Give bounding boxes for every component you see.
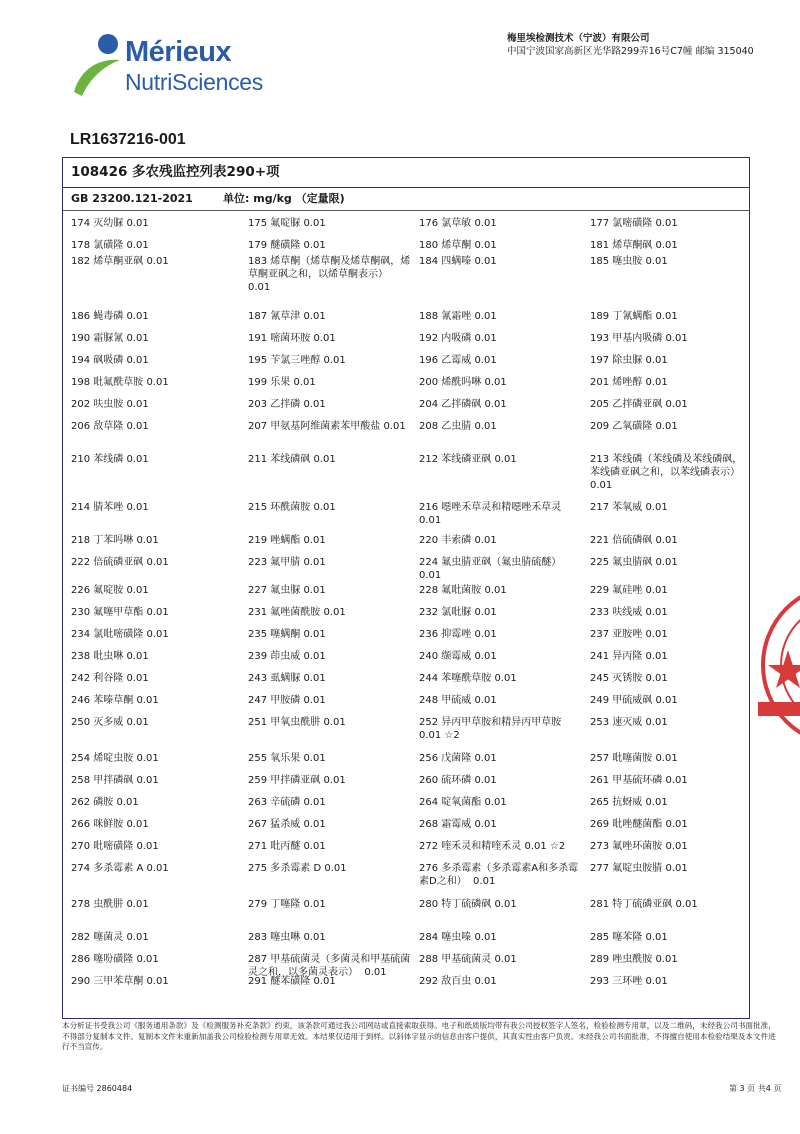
pesticide-entry: 249 甲硫威砜 0.01 [590, 695, 678, 706]
pesticide-entry: 226 氟啶胺 0.01 [71, 585, 149, 596]
pesticide-entry: 245 灭锈胺 0.01 [590, 673, 668, 684]
table-row [63, 420, 750, 453]
pesticide-entry: 224 氟虫腈亚砜（氟虫腈硫醚） 0.01 [419, 557, 568, 581]
pesticide-entry: 223 氟甲腈 0.01 [248, 557, 326, 568]
table-row [63, 255, 750, 310]
pesticide-entry: 177 氯嘧磺隆 0.01 [590, 218, 678, 229]
table-row [63, 862, 750, 898]
table-row [63, 650, 750, 672]
pesticide-entry: 262 磷胺 0.01 [71, 797, 139, 808]
pesticide-entry: 215 环酰菌胺 0.01 [248, 502, 336, 513]
pesticide-entry: 266 咪鲜胺 0.01 [71, 819, 149, 830]
pesticide-entry: 289 唑虫酰胺 0.01 [590, 954, 678, 965]
table-row [63, 453, 750, 501]
pesticide-entry: 211 苯线磷砜 0.01 [248, 454, 336, 465]
table-row [63, 628, 750, 650]
pesticide-entry: 227 氟虫脲 0.01 [248, 585, 326, 596]
pesticide-entry: 283 噻虫啉 0.01 [248, 932, 326, 943]
pesticide-entry: 192 内吸磷 0.01 [419, 333, 497, 344]
pesticide-entry: 240 缬霉威 0.01 [419, 651, 497, 662]
pesticide-entry: 259 甲拌磷亚砜 0.01 [248, 775, 346, 786]
pesticide-entry: 278 虫酰肼 0.01 [71, 899, 149, 910]
table-row [63, 398, 750, 420]
pesticide-entry: 191 嘧菌环胺 0.01 [248, 333, 336, 344]
table-row [63, 953, 750, 978]
pesticide-entry: 258 甲拌磷砜 0.01 [71, 775, 159, 786]
pesticide-entry: 204 乙拌磷砜 0.01 [419, 399, 507, 410]
pesticide-entry: 179 醚磺隆 0.01 [248, 240, 326, 251]
table-row [63, 840, 750, 862]
pesticide-entry: 282 噻菌灵 0.01 [71, 932, 149, 943]
table-row [63, 694, 750, 716]
pesticide-entry: 276 多杀霉素（多杀霉素A和多杀霉素D之和） 0.01 [419, 863, 579, 887]
table-row [63, 556, 750, 584]
pesticide-entry: 260 硫环磷 0.01 [419, 775, 497, 786]
pesticide-entry: 273 氟唑环菌胺 0.01 [590, 841, 688, 852]
table-row [63, 217, 750, 239]
table-row [63, 584, 750, 606]
pesticide-entry: 270 吡嘧磺隆 0.01 [71, 841, 159, 852]
pesticide-entry: 285 噻苯隆 0.01 [590, 932, 668, 943]
disclaimer-note: 本分析证书受我公司《服务通用条款》及《检测服务补充条款》约束，该条款可通过我公司网站或直接索取获得。电子和纸质版均带有我公司授权签字人签名，检验检测专用章，以及二维码，未经我公司书面批准，不得部分复制本文件。复制本文件未重新加盖我公司检验检测专用章无效。本结果仅适用于到样。以斜体字显示的信息由客户提供，其真实性由客户负责。未经我公司书面批准，不得擅自使用本检验结果及本文件进行不当宣传。 [62, 1021, 776, 1051]
pesticide-entry: 239 茚虫威 0.01 [248, 651, 326, 662]
pesticide-entry: 246 苯嗪草酮 0.01 [71, 695, 159, 706]
pesticide-entry: 265 抗蚜威 0.01 [590, 797, 668, 808]
pesticide-entry: 200 烯酰吗啉 0.01 [419, 377, 507, 388]
report-number: LR1637216-001 [70, 131, 186, 148]
pesticide-entry: 210 苯线磷 0.01 [71, 454, 149, 465]
pesticide-entry: 268 霜霉威 0.01 [419, 819, 497, 830]
pesticide-entry: 291 醚苯磺隆 0.01 [248, 976, 336, 987]
pesticide-entry: 188 氰霜唑 0.01 [419, 311, 497, 322]
pesticide-entry: 275 多杀霉素 D 0.01 [248, 863, 347, 874]
pesticide-entry: 280 特丁硫磷砜 0.01 [419, 899, 517, 910]
pesticide-entry: 175 氟啶脲 0.01 [248, 218, 326, 229]
pesticide-entry: 292 敌百虫 0.01 [419, 976, 497, 987]
pesticide-entry: 237 亚胺唑 0.01 [590, 629, 668, 640]
table-row [63, 376, 750, 398]
table-title: 108426 多农残监控列表290+项 [63, 158, 749, 188]
pesticide-entry: 277 氟啶虫胺腈 0.01 [590, 863, 688, 874]
pesticide-entry: 225 氟虫腈砜 0.01 [590, 557, 678, 568]
pesticide-entry: 243 虱螨脲 0.01 [248, 673, 326, 684]
pesticide-entry: 213 苯线磷（苯线磷及苯线磷砜，苯线磷亚砜之和，以苯线磷表示） 0.01 [590, 454, 747, 491]
pesticide-entry: 193 甲基内吸磷 0.01 [590, 333, 688, 344]
unit-label: 单位: mg/kg （定量限) [223, 192, 345, 205]
pesticide-entry: 264 啶氧菌酯 0.01 [419, 797, 507, 808]
certificate-number: 证书编号 2860484 [62, 1084, 133, 1093]
pesticide-entry: 235 噻螨酮 0.01 [248, 629, 326, 640]
table-row [63, 354, 750, 376]
table-row [63, 975, 750, 1019]
pesticide-entry: 290 三甲苯草酮 0.01 [71, 976, 169, 987]
logo-mark-icon [70, 30, 125, 100]
pesticide-entry: 251 甲氧虫酰肼 0.01 [248, 717, 346, 728]
pesticide-entry: 252 异丙甲草胺和精异丙甲草胺 0.01 ☆2 [419, 717, 565, 741]
pesticide-entry: 267 猛杀威 0.01 [248, 819, 326, 830]
pesticide-entry: 284 噻虫嗪 0.01 [419, 932, 497, 943]
table-row [63, 239, 750, 255]
table-row [63, 716, 750, 752]
table-row [63, 818, 750, 840]
pesticide-table [62, 157, 750, 1019]
table-row [63, 774, 750, 796]
pesticide-entry: 256 戊菌隆 0.01 [419, 753, 497, 764]
pesticide-entry: 214 腈苯唑 0.01 [71, 502, 149, 513]
pesticide-entry: 187 氰草津 0.01 [248, 311, 326, 322]
table-row [63, 310, 750, 332]
pesticide-entry: 194 砜吸磷 0.01 [71, 355, 149, 366]
pesticide-entry: 241 异丙隆 0.01 [590, 651, 668, 662]
pesticide-entry: 247 甲胺磷 0.01 [248, 695, 326, 706]
company-seal-stamp [758, 580, 800, 750]
pesticide-entry: 229 氟硅唑 0.01 [590, 585, 668, 596]
pesticide-entry: 257 吡噻菌胺 0.01 [590, 753, 678, 764]
pesticide-entry: 221 倍硫磷砜 0.01 [590, 535, 678, 546]
pesticide-entry: 190 霜脲氰 0.01 [71, 333, 149, 344]
pesticide-entry: 201 烯唑醇 0.01 [590, 377, 668, 388]
logo-text-nutrisciences: NutriSciences [125, 69, 263, 95]
pesticide-entry: 199 乐果 0.01 [248, 377, 316, 388]
table-row [63, 501, 750, 534]
page-number: 第 3 页 共4 页 [729, 1084, 782, 1093]
merieux-logo [70, 30, 280, 100]
pesticide-entry: 263 辛硫磷 0.01 [248, 797, 326, 808]
pesticide-entry: 261 甲基硫环磷 0.01 [590, 775, 688, 786]
pesticide-entry: 272 喹禾灵和精喹禾灵 0.01 ☆2 [419, 841, 566, 852]
pesticide-entry: 174 灭幼脲 0.01 [71, 218, 149, 229]
table-row [63, 606, 750, 628]
pesticide-entry: 176 氯草敏 0.01 [419, 218, 497, 229]
table-row [63, 796, 750, 818]
table-row [63, 332, 750, 354]
pesticide-entry: 250 灭多威 0.01 [71, 717, 149, 728]
pesticide-entry: 222 倍硫磷亚砜 0.01 [71, 557, 169, 568]
pesticide-entry: 218 丁苯吗啉 0.01 [71, 535, 159, 546]
company-name: 梅里埃检测技术（宁波）有限公司 [507, 33, 650, 44]
pesticide-entry: 274 多杀霉素 A 0.01 [71, 863, 169, 874]
pesticide-entry: 254 烯啶虫胺 0.01 [71, 753, 159, 764]
pesticide-entry: 183 烯草酮（烯草酮及烯草酮砜，烯草酮亚砜之和，以烯草酮表示） 0.01 [248, 256, 411, 293]
pesticide-entry: 231 氟唑菌酰胺 0.01 [248, 607, 346, 618]
pesticide-entry: 228 氟吡菌胺 0.01 [419, 585, 507, 596]
table-row [63, 898, 750, 931]
company-info [507, 32, 787, 58]
table-row [63, 931, 750, 953]
pesticide-entry: 181 烯草酮砜 0.01 [590, 240, 678, 251]
pesticide-entry: 198 吡氟酰草胺 0.01 [71, 377, 169, 388]
pesticide-entry: 233 呋线威 0.01 [590, 607, 668, 618]
pesticide-entry: 205 乙拌磷亚砜 0.01 [590, 399, 688, 410]
pesticide-entry: 269 吡唑醚菌酯 0.01 [590, 819, 688, 830]
table-row [63, 534, 750, 556]
pesticide-entry: 255 氧乐果 0.01 [248, 753, 326, 764]
pesticide-entry: 253 速灭威 0.01 [590, 717, 668, 728]
pesticide-entry: 178 氯磺隆 0.01 [71, 240, 149, 251]
pesticide-entry: 189 丁氰螨酯 0.01 [590, 311, 678, 322]
pesticide-entry: 186 蝇毒磷 0.01 [71, 311, 149, 322]
pesticide-entry: 216 噁唑禾草灵和精噁唑禾草灵 0.01 [419, 502, 565, 526]
pesticide-entry: 202 呋虫胺 0.01 [71, 399, 149, 410]
pesticide-entry: 212 苯线磷亚砜 0.01 [419, 454, 517, 465]
company-address: 中国宁波国家高新区光华路299弄16号C7幢 邮编 315040 [507, 46, 754, 57]
pesticide-entry: 206 敌草隆 0.01 [71, 421, 149, 432]
pesticide-entry: 196 乙霉威 0.01 [419, 355, 497, 366]
pesticide-entry: 197 除虫脲 0.01 [590, 355, 668, 366]
pesticide-entry: 248 甲硫威 0.01 [419, 695, 497, 706]
table-row [63, 752, 750, 774]
pesticide-entry: 185 噻虫胺 0.01 [590, 256, 668, 267]
pesticide-entry: 234 氯吡嘧磺隆 0.01 [71, 629, 169, 640]
pesticide-entry: 230 氟噻甲草酯 0.01 [71, 607, 169, 618]
pesticide-entry: 208 乙虫腈 0.01 [419, 421, 497, 432]
pesticide-entry: 279 丁噻隆 0.01 [248, 899, 326, 910]
pesticide-entry: 203 乙拌磷 0.01 [248, 399, 326, 410]
pesticide-entry: 244 苯噻酰草胺 0.01 [419, 673, 517, 684]
pesticide-entry: 288 甲基硫菌灵 0.01 [419, 954, 517, 965]
pesticide-entry: 180 烯草酮 0.01 [419, 240, 497, 251]
logo-text-merieux: Mérieux [125, 36, 232, 68]
pesticide-entry: 281 特丁硫磷亚砜 0.01 [590, 899, 698, 910]
pesticide-entry: 236 抑霉唑 0.01 [419, 629, 497, 640]
table-subheader [63, 188, 749, 211]
pesticide-entry: 207 甲氨基阿维菌素苯甲酸盐 0.01 [248, 421, 406, 432]
pesticide-entry: 271 吡丙醚 0.01 [248, 841, 326, 852]
standard-code: GB 23200.121-2021 [71, 192, 193, 205]
pesticide-entry: 195 苄氯三唑醇 0.01 [248, 355, 346, 366]
pesticide-entry: 286 噻吩磺隆 0.01 [71, 954, 159, 965]
pesticide-entry: 232 氯吡脲 0.01 [419, 607, 497, 618]
pesticide-entry: 209 乙氧磺隆 0.01 [590, 421, 678, 432]
pesticide-entry: 293 三环唑 0.01 [590, 976, 668, 987]
pesticide-entry: 184 四螨嗪 0.01 [419, 256, 497, 267]
pesticide-entry: 242 利谷隆 0.01 [71, 673, 149, 684]
pesticide-entry: 182 烯草酮亚砜 0.01 [71, 256, 169, 267]
table-row [63, 672, 750, 694]
pesticide-entry: 238 吡虫啉 0.01 [71, 651, 149, 662]
pesticide-entry: 220 丰索磷 0.01 [419, 535, 497, 546]
pesticide-entry: 287 甲基硫菌灵（多菌灵和甲基硫菌灵之和，以多菌灵表示） 0.01 [248, 954, 411, 978]
pesticide-entry: 219 唑螨酯 0.01 [248, 535, 326, 546]
pesticide-entry: 217 苯氧威 0.01 [590, 502, 668, 513]
